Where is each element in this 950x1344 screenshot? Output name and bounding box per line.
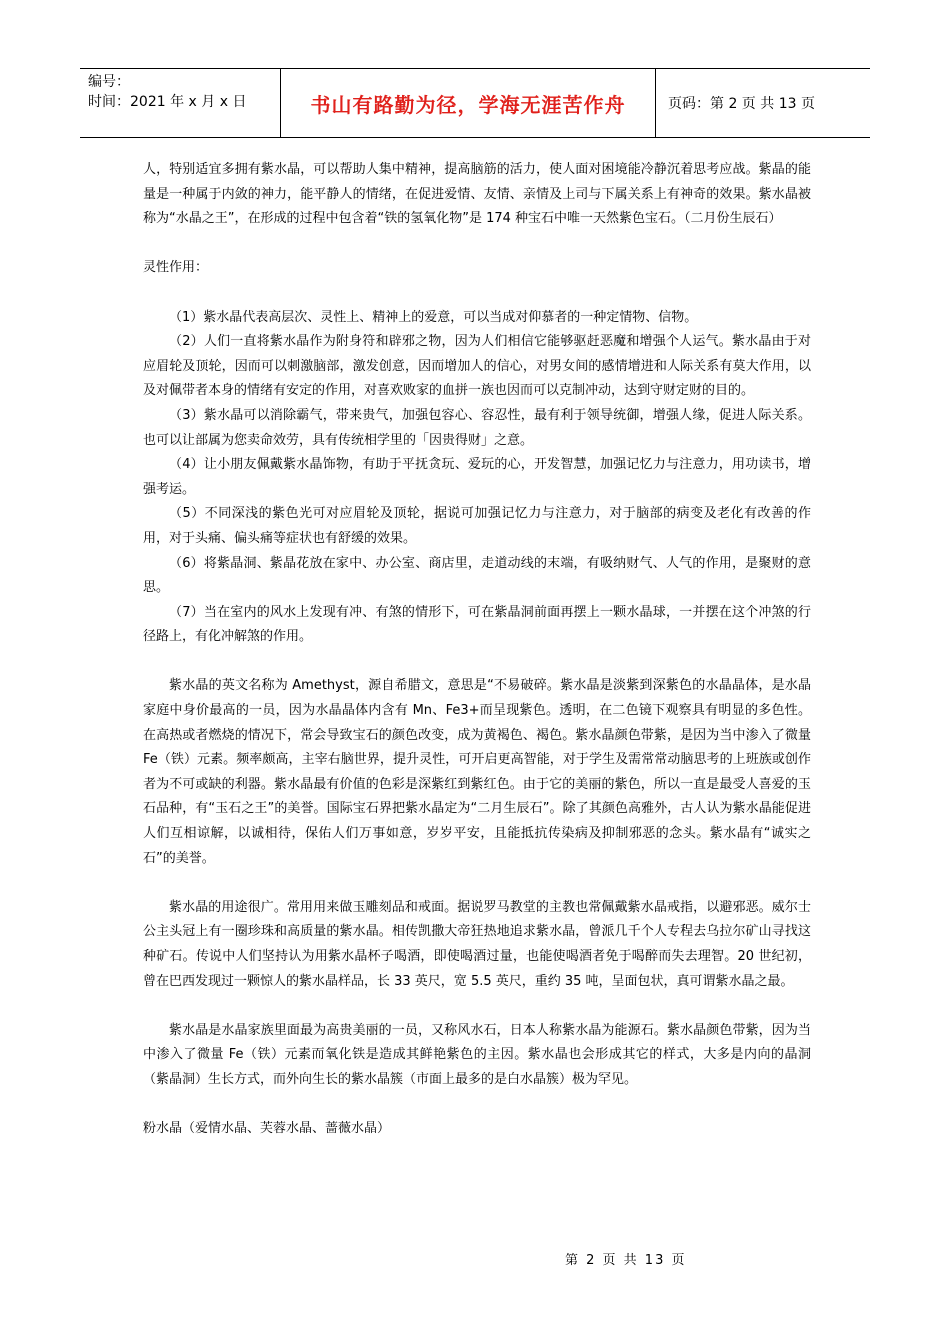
list-item-7: （7）当在室内的风水上发现有冲、有煞的情形下，可在紫晶洞前面再摆上一颗水晶球，一并摆在这个冲煞的行径路上，有化冲解煞的作用。 [143, 604, 811, 645]
list-item-4: （4）让小朋友佩戴紫水晶饰物，有助于平抚贪玩、爱玩的心，开发智慧，加强记忆力与注意力，用功读书，增强考运。 [143, 457, 811, 497]
paragraph-intro: 人，特别适宜多拥有紫水晶，可以帮助人集中精神，提高脑筋的活力，使人面对困境能冷静沉着思考应战。紫晶的能量是一种属于内敛的神力，能平静人的情绪，在促进爱情、友情、亲情及上司与下属关系上有神奇的效果。紫水晶被称为“水晶之王”，在形成的过程中包含着“铁的氢氧化物”是 174 种宝石中唯一天然紫色宝石。（二月份生辰石） [143, 162, 811, 227]
list-item-1: （1）紫水晶代表高层次、灵性上、精神上的爱意，可以当成对仰慕者的一种定情物、信物。 [169, 309, 698, 325]
document-date: 时间：2021 年 x 月 x 日 [88, 94, 247, 110]
list-item-6: （6）将紫晶洞、紫晶花放在家中、办公室、商店里，走道动线的末端，有吸纳财气、人气的作用，是聚财的意思。 [143, 555, 811, 596]
paragraph-amethyst-family: 紫水晶是水晶家族里面最为高贵美丽的一员，又称风水石，日本人称紫水晶为能源石。紫水晶颜色带紫，因为当中渗入了微量 Fe（铁）元素而氧化铁是造成其鲜艳紫色的主因。紫水晶也会形成其它的样式，大多是内向的晶洞（紫晶洞）生长方式，而外向生长的紫水晶簇（市面上最多的是白水晶簇）极为罕见。 [143, 1022, 811, 1087]
document-number: 编号： [88, 74, 130, 90]
header-meta [80, 69, 281, 137]
page-footer: 第 2 页 共 13 页 [565, 1253, 687, 1268]
header-motto-cell [281, 69, 656, 137]
document-body [143, 158, 811, 1142]
header-page-info: 页码：第 2 页 共 13 页 [668, 96, 815, 112]
list-item-2: （2）人们一直将紫水晶作为附身符和辟邪之物，因为人们相信它能够驱赶恶魔和增强个人运气。紫水晶由于对应眉轮及顶轮，因而可以刺激脑部，激发创意，因而增加人的信心，对男女间的感情增进和人际关系有莫大作用，以及对佩带者本身的情绪有安定的作用，对喜欢败家的血拼一族也因而可以克制冲动，达到守财定财的目的。 [143, 334, 811, 399]
list-item-3: （3）紫水晶可以消除霸气，带来贵气，加强包容心、容忍性，最有利于领导统御，增强人缘，促进人际关系。也可以让部属为您卖命效劳，具有传统相学里的「因贵得财」之意。 [143, 407, 811, 448]
header-page-info-cell [656, 69, 870, 137]
section-heading-spiritual: 灵性作用： [143, 260, 209, 276]
header-motto: 书山有路勤为径，学海无涯苦作舟 [310, 92, 626, 117]
paragraph-amethyst-uses: 紫水晶的用途很广。常用用来做玉雕刻品和戒面。据说罗马教堂的主教也常佩戴紫水晶戒指，以避邪恶。威尔士公主头冠上有一圈珍珠和高质量的紫水晶。相传凯撒大帝狂热地追求紫水晶，曾派几千个人专程去乌拉尔矿山寻找这种矿石。传说中人们坚持认为用紫水晶杯子喝酒，即使喝酒过量，也能使喝酒者免于喝醉而失去理智。20 世纪初，曾在巴西发现过一颗惊人的紫水晶样品，长 33 英尺，宽 5.5 英尺，重约 35 吨，呈面包状，真可谓紫水晶之最。 [143, 899, 811, 989]
paragraph-amethyst-name: 紫水晶的英文名称为 Amethyst，源自希腊文，意思是“不易破碎。紫水晶是淡紫到深紫色的水晶晶体，是水晶家庭中身价最高的一员，因为水晶晶体内含有 Mn、Fe3+而呈现紫色。透明，在二色镜下观察具有明显的多色性。在高热或者燃烧的情况下，常会导致宝石的颜色改变，成为黄褐色、褐色。紫水晶颜色带紫，是因为当中渗入了微量 Fe（铁）元素。频率颇高，主宰右脑世界，提升灵性，可开启更高智能，对于学生及需常常动脑思考的上班族或创作者为不可或缺的利器。紫水晶最有价值的色彩是深紫红到紫红色。由于它的美丽的紫色，所以一直是最受人喜爱的玉石品种，有“玉石之王”的美誉。国际宝石界把紫水晶定为“二月生辰石”。除了其颜色高雅外，古人认为紫水晶能促进人们互相谅解，以诚相待，保佑人们万事如意，岁岁平安，且能抵抗传染病及抑制邪恶的念头。紫水晶有“诚实之石”的美誉。 [143, 678, 811, 866]
section-heading-rose-quartz: 粉水晶（爱情水晶、芙蓉水晶、蔷薇水晶） [143, 1121, 391, 1137]
list-item-5: （5）不同深浅的紫色光可对应眉轮及顶轮，据说可加强记忆力与注意力，对于脑部的病变及老化有改善的作用，对于头痛、偏头痛等症状也有舒缓的效果。 [143, 506, 811, 546]
page-header [80, 68, 870, 138]
